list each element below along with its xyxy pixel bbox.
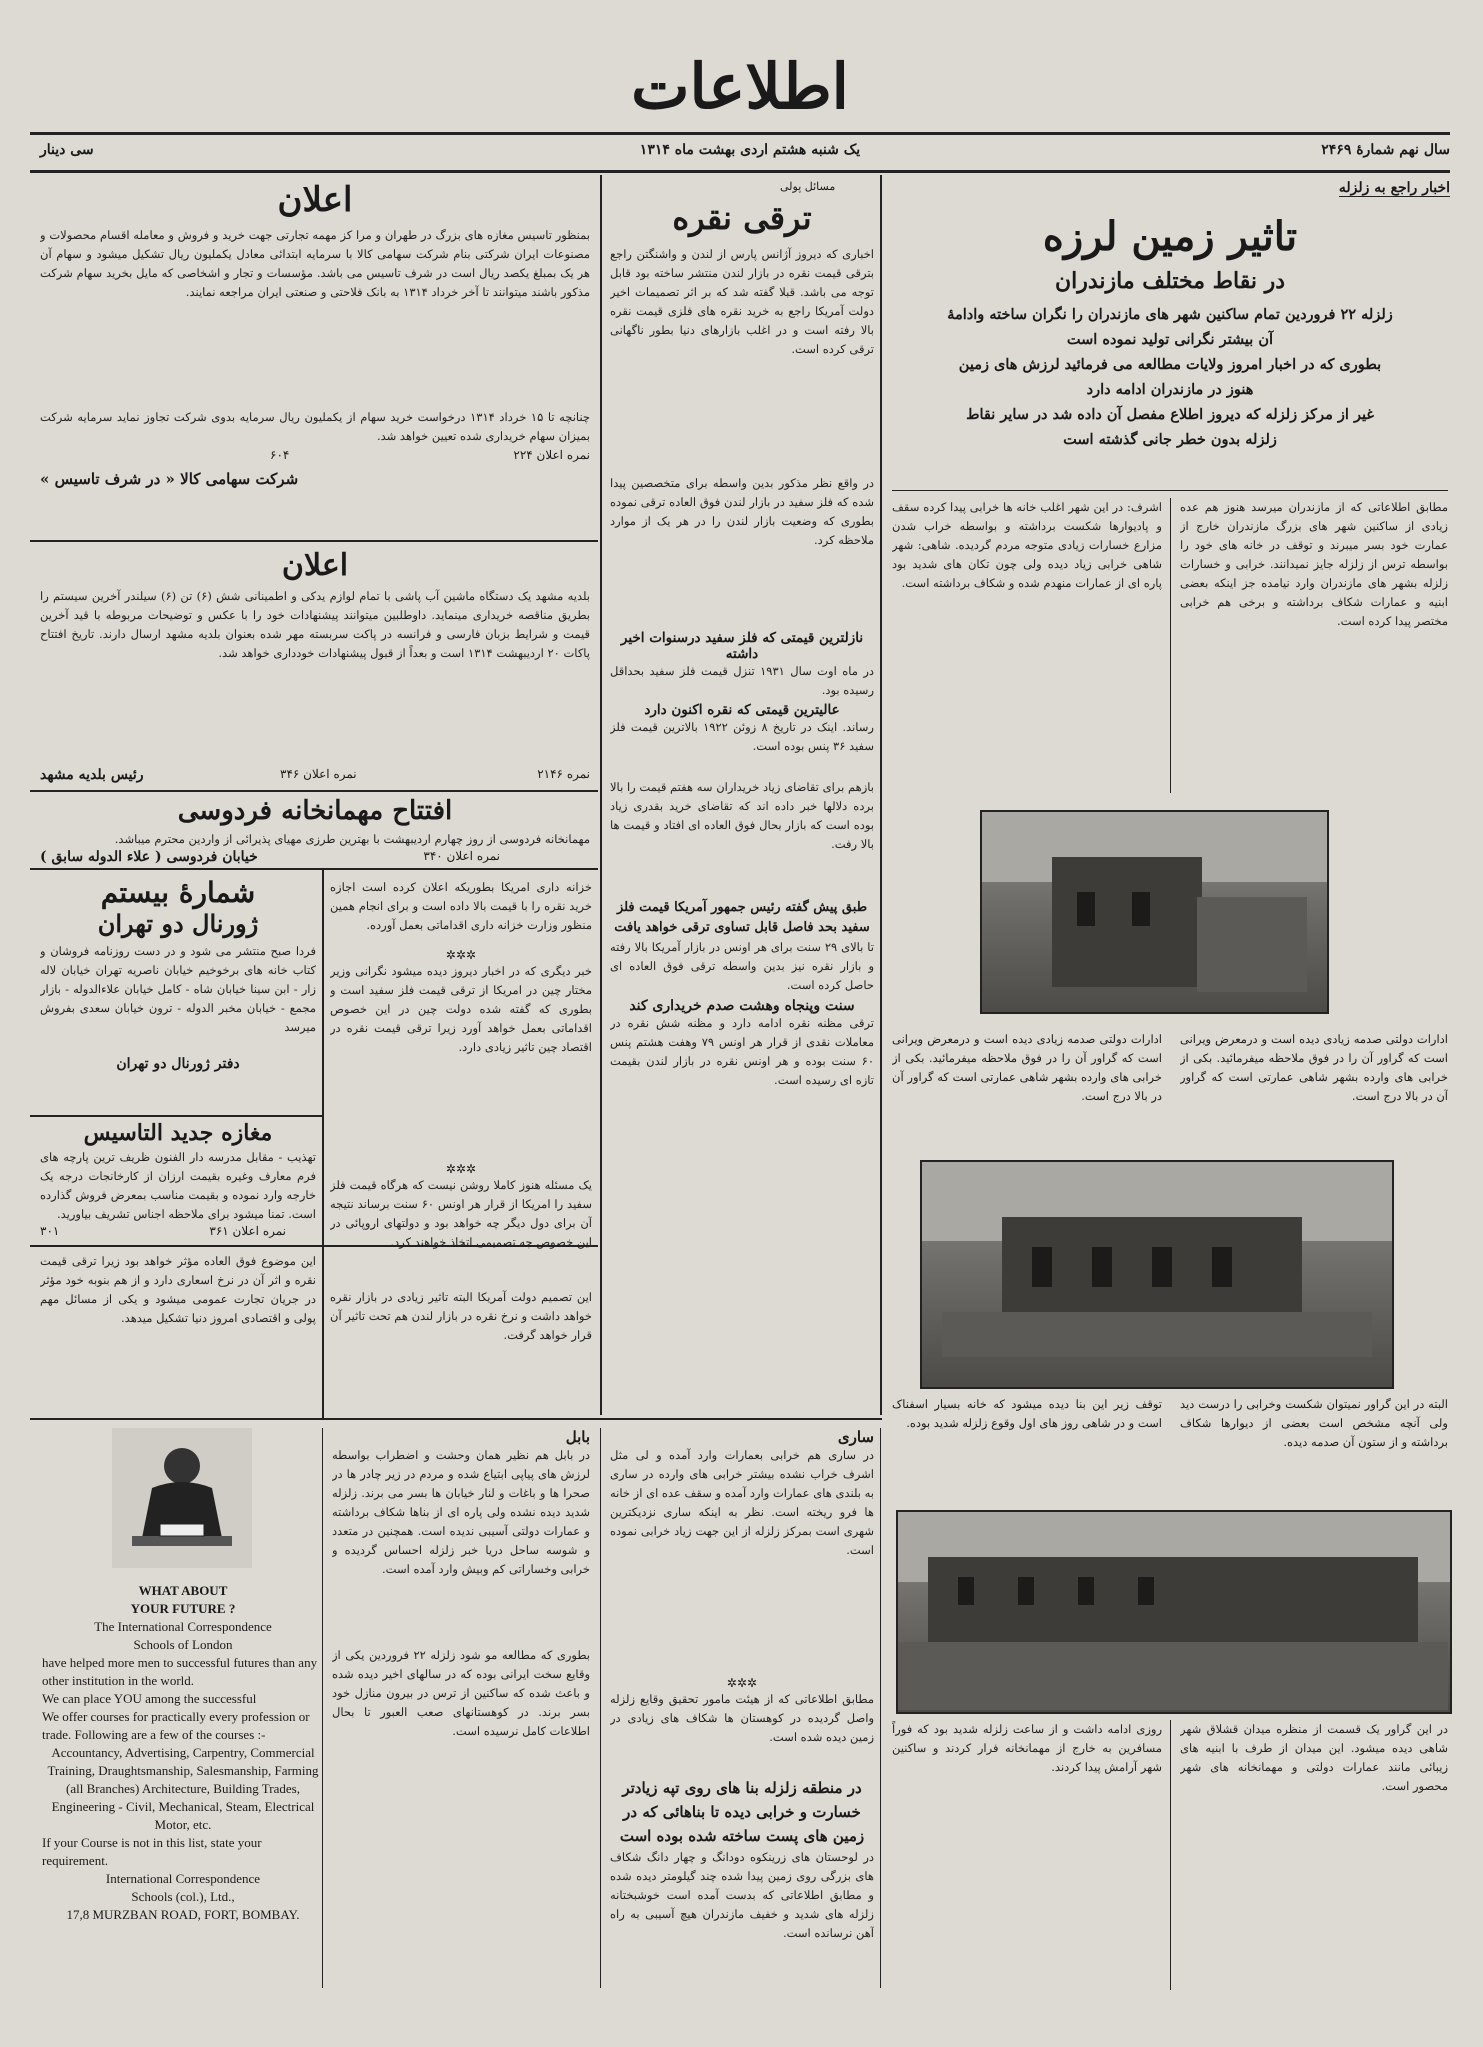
quake-caption-2: توقف زیر این بنا دیده میشود که خانه بسیار اسفناک است و در شاهی روز های اول وقوع زلزله شدید بوده.	[892, 1397, 1162, 1430]
quake-text-mid-right: ادارات دولتی صدمه زیادی دیده است و درمعرض ویرانی است که گراور آن را در فوق ملاحظه میفرمائید. بکی از خرابی های وارده بشهر شاهی عمارتی است که گراور آن در بالا درج است.	[1180, 1032, 1448, 1103]
sari-article	[610, 1428, 874, 2008]
relief-body: در لوحستان های زرینکوه دودانگ و چهار دانگ شکاف های بزرگی روی زمین پیدا شده چند گیلومتر دیده شده و مطابق اطلاعاتی که بدست آمده است خوشبختانه زلزله های شدید و خفیف مازندران هیچ آسیبی به راه آهن نرسانده است.	[610, 1850, 874, 1940]
quake-deck-line: زلزله ۲۲ فروردین تمام ساکنین شهر های مازندران را نگران ساخته وادامهٔ	[947, 306, 1393, 323]
silver-subhead-2: عالیترین قیمتی که نقره اکنون دارد	[644, 702, 840, 718]
silver-cont-2: خبر دیگری که در اخبار دیروز دیده میشود نگرانی وزیر مختار چین در امریکا از ترقی قیمت فلز سفید است و بطوری که گفته شده دولت چین در این خصوص اقداماتی بعمل خواهد آورد زیرا ترقی قیمت نقره در اقتصاد چین تاثیر زیادی دارد.	[330, 964, 592, 1054]
photo-building	[1197, 897, 1307, 992]
column-rule	[880, 1428, 881, 1988]
ad-journal	[40, 876, 316, 1072]
quake-deck-rule	[892, 490, 1448, 491]
ad-rule	[30, 868, 598, 870]
ad-municipality-title: اعلان	[281, 548, 349, 583]
column-rule-1	[880, 175, 882, 1415]
ad-company-body: بمنظور تاسیس مغازه های بزرگ در طهران و مرا کز مهمه تجارتی جهت خرید و فروش و معامله اقسام محصولات و مصنوعات ایران شرکتی بنام شرکت سهامی کالا با سرمایه ابتدائی معادل یکملیون ریال تشکیل میشود و سهام آن هر یک بمبلغ یکصد ریال است در شرف تاسیس می باشد. مؤسسات و تجار و اشخاصی که مایل بخرید سهام شرکت مذکور باشند میتوانند تا آخر خرداد ۱۳۱۴ به بانک فلاحتی و صنعتی ایران مراجعه نمایند.	[40, 228, 590, 299]
sari-title: ساری	[837, 1428, 874, 1446]
ad-municipality-signature: رئیس بلدیه مشهد	[40, 767, 144, 783]
ad-shop-num: نمره اعلان ۳۶۱	[209, 1224, 286, 1238]
ad-rule	[30, 540, 598, 542]
ad-school-body-1: have helped more men to successful futures than any other institution in the world.	[42, 1655, 318, 1688]
lower-rule	[30, 1418, 882, 1420]
ad-municipality-num: نمره ۲۱۴۶	[537, 767, 590, 781]
ad-company	[40, 180, 590, 488]
ad-shop	[40, 1120, 316, 1246]
babol-body: در بابل هم نظیر همان وحشت و اضطراب بواسطه لرزش های پیاپی ابتیاع شده و مردم در زیر چادر ها در صحرا ها و باغات و لنار خیابان ها بسر می برند. زلزله شدید دیده نشده ولی پاره ای از بناها شکاف برداشته و عمارات دولتی آسیبی ندیده است. همچنین در متعدد و شوسه ساحل دریا خبر زلزله احساس گردیده و خرابی وخساراتی کم وبیش وارد آمده است.	[332, 1448, 590, 1576]
silver-body-7: ترقی مظنه نقره ادامه دارد و مظنه شش نقره در معاملات نقدی از قرار هر اونس ۷۹ وهفت هشتم پنس ۶۰ سنت بوده و هر اونس نقره در بازار لندن بقیمت تازه ای رسیده است.	[610, 1016, 874, 1087]
ad-shop-code: ۳۰۱	[40, 1224, 60, 1238]
sari-body: در ساری هم خرابی بعمارات وارد آمده و لی مثل اشرف خراب نشده بیشتر خرابی های وارده در ساری به بلندی های عمارات وارد آمده و سقف عده ای از خانه ها فرو ریخته است. نظر به اینکه ساری نزدیکترین شهری است بمرکز زلزله از این جهت زیاد خرابی نموده است.	[610, 1448, 874, 1557]
issue-price: سی دینار	[40, 142, 94, 158]
quake-deck-line: هنوز در مازندران ادامه دارد	[1086, 381, 1254, 398]
quake-text-mid-left: ادارات دولتی صدمه زیادی دیده است و درمعرض ویرانی است که گراور آن را در فوق ملاحظه میفرمائید. بکی از خرابی های وارده بشهر شاهی عمارتی است که گراور آن در بالا درج است.	[892, 1032, 1162, 1103]
ad-school-footer-1: International Correspondence	[105, 1871, 261, 1886]
silver-subhead-3: طبق پیش گفته رئیس جمهور آمریکا قیمت فلز سفید بحد فاصل قابل تساوی ترقی خواهد یافت	[614, 900, 870, 935]
ad-journal-subtitle: ژورنال دو تهران	[97, 909, 259, 938]
ad-municipality	[40, 548, 590, 789]
quake-text-right: مطابق اطلاعاتی که از مازندران میرسد هنوز هم عده زیادی از ساکنین شهر های بزرگ مازندران خارج از عمارت خود بسر میبرند و توقف در خانه های خود را بواسطه ترس از زلزله جایز نمیدانند. خرابی و خسارات زلزله بشهر های مازندران وارد نیامده جز اینکه بعضی ابنیه و عمارات شکاف برداشته و برخی هم خرابی مختصر پیدا کرده است.	[1180, 500, 1448, 628]
babol-body-2: بطوری که مطالعه مو شود زلزله ۲۲ فروردین یکی از وقایع سخت ایرانی بوده که در سالهای اخیر دیده شده و باعث شده که ساکنین از ترس در بیرون منازل خود بسر برند. در کوهستانهای صعب العبور تا بحال اطلاعات کامل نرسیده است.	[332, 1648, 590, 1738]
photo-window	[1152, 1247, 1172, 1287]
silver-continuation	[330, 878, 592, 1378]
photo-window	[1212, 1247, 1232, 1287]
silver-article	[610, 180, 874, 1194]
ad-school	[42, 1428, 324, 1924]
issue-date: یک شنبه هشتم اردی بهشت ماه ۱۳۱۴	[639, 142, 861, 158]
ad-school-footer-3: 17,8 MURZBAN ROAD, FORT, BOMBAY.	[66, 1907, 300, 1922]
ad-hotel-title: افتتاح مهمانخانه فردوسی	[177, 796, 453, 826]
ad-school-illustration	[42, 1428, 324, 1578]
photo-window	[1077, 892, 1095, 926]
quake-deck	[890, 302, 1450, 452]
photo-square	[898, 1642, 1448, 1710]
ad-school-body-4: If your Course is not in this list, state your requirement.	[42, 1835, 262, 1868]
silver-cont-3: یک مسئله هنوز کاملا روشن نیست که هرگاه قیمت فلز سفید را امریکا از قرار هر اونس ۶۰ سنت برساند نتیجه آن برای دول دیگر چه خواهد بود و دولتهای اروپائی در این خصوص چه تصمیمی اتخاذ خواهند کرد.	[330, 1178, 592, 1249]
dateline-rule	[30, 170, 1450, 173]
quake-deck-line: زلزله بدون خطر جانی گذشته است	[1063, 431, 1277, 448]
relief-heading: در منطقه زلزله بنا های روی تپه زیادتر خسارت و خرابی دیده تا بناهائی که در زمین های پست ساخته شده بوده است	[619, 1779, 865, 1845]
photo-window	[1078, 1577, 1094, 1605]
quake-text-left: اشرف: در این شهر اغلب خانه ها خرابی پیدا کرده سقف و پادیوارها شکست برداشته و بواسطه خراب شدن مزارع خسارات زیادی متوجه مردم گردیده. شاهی: شهر شاهی خرابی زیاد دیده ولی چون تکان های شدید بود پاره ای از عمارات منهدم شده و شکاف برداشته است.	[892, 500, 1162, 590]
ad-company-code: ۶۰۴	[270, 448, 290, 462]
silver-subhead-4: سنت وپنجاه وهشت صدم خریداری کند	[629, 998, 855, 1014]
ad-school-body-3: We offer courses for practically every profession or trade. Following are a few of the courses :-	[42, 1709, 310, 1742]
separator-stars: ✲✲✲	[445, 948, 477, 962]
silver-note: این موضوع فوق العاده مؤثر خواهد بود زیرا ترقی قیمت نقره و اثر آن در نرخ اسعاری دارد و از هم بنوبه خود مؤثر در جریان تجارت عمومی میشود و یکی از مسائل مهم پولی و اقتصادی امروز دنیا تشکیل میدهد.	[40, 1254, 316, 1325]
column-rule	[322, 1428, 323, 1988]
ad-hotel	[40, 796, 590, 871]
quake-deck-line: آن بیشتر نگرانی تولید نموده است	[1066, 331, 1274, 348]
quake-caption-1: البته در این گراور نمیتوان شکست وخرابی را درست دید ولی آنچه مشخص است بعضی از دیوارها شکاف برداشته و از ستون آن صدمه دیده.	[1180, 1397, 1448, 1449]
photo-building	[1052, 857, 1202, 987]
babol-title: بابل	[565, 1428, 590, 1446]
photo-building	[928, 1557, 1418, 1642]
ad-journal-office: دفتر ژورنال دو تهران	[116, 1056, 240, 1072]
sari-body-2: مطابق اطلاعاتی که از هیئت مامور تحقیق وقایع زلزله واصل گردیده در کوهستان ها شکاف های زیادی در زمین دیده شده است.	[610, 1692, 874, 1744]
silver-body-6: تا بالای ۲۹ سنت برای هر اونس در بازار آمریکا بالا رفته و بازار نقره نیز بدین واسطه ترقی فوق العاده ای حاصل کرده است.	[610, 940, 874, 992]
ad-company-signature: شرکت سهامی کالا « در شرف تاسیس »	[40, 470, 299, 488]
ad-hotel-num: نمره اعلان ۳۴۰	[423, 849, 500, 863]
photo-window	[1018, 1577, 1034, 1605]
photo-window	[1132, 892, 1150, 926]
silver-subhead-1: نازلترین قیمتی که فلز سفید درسنوات اخیر داشته	[620, 630, 864, 662]
ad-school-footer-2: Schools (col.), Ltd.,	[131, 1889, 235, 1904]
ad-school-name-1: The International Correspondence	[94, 1619, 272, 1634]
quake-col-rule	[1170, 498, 1171, 793]
photo-window	[1032, 1247, 1052, 1287]
silver-cont-1: خزانه داری امریکا بطوریکه اعلان کرده است اجازه خرید نقره را با قیمت بالا داده است و برای انجام همین منظور وزارت خزانه داری اقداماتی بعمل آورده.	[330, 880, 592, 932]
quake-col-rule	[1170, 1720, 1171, 1990]
ad-journal-body: فردا صبح منتشر می شود و در دست روزنامه فروشان و کتاب خانه های برخوخیم خیابان ناصریه تهران خیابان لاله زار - ابن سینا خیابان شاه - کامل خیابان علاءالدوله - بازار مجمع - خیابان مخبر الدوله - ترون خیابان سعدی بفروش میرسد	[40, 944, 316, 1034]
quake-text-bottom-right: در این گراور یک قسمت از منظره میدان قشلاق شهر شاهی دیده میشود. این میدان از طرف با ابنیه های زیبائی مانند عمارات دولتی و مهمانخانه های شهر محصور است.	[1180, 1722, 1448, 1793]
column-rule-3	[322, 870, 324, 1420]
ad-school-name-2: Schools of London	[133, 1637, 233, 1652]
quake-title: تاثیر زمین لرزه	[1042, 213, 1298, 260]
ad-journal-title: شمارهٔ بیستم	[100, 876, 256, 909]
ad-hotel-body: مهمانخانه فردوسی از روز چهارم اردیبهشت با بهترین طرزی مهیای پذیرائی از واردین محترم میباشد.	[114, 832, 590, 846]
man-at-desk-icon	[112, 1428, 252, 1568]
ad-hotel-address: خیابان فردوسی ( علاء الدوله سابق )	[40, 849, 258, 865]
ad-municipality-num2: نمره اعلان ۳۴۶	[280, 767, 357, 781]
quake-photo-2	[920, 1160, 1394, 1389]
ad-shop-title: مغازه جدید التاسیس	[83, 1120, 273, 1146]
ad-rule	[30, 1115, 322, 1117]
quake-article	[890, 180, 1450, 452]
ad-school-body-2: We can place YOU among the successful	[42, 1691, 257, 1706]
photo-window	[1092, 1247, 1112, 1287]
ad-school-title: WHAT ABOUT	[138, 1583, 228, 1598]
ad-rule	[30, 790, 598, 792]
quake-photo-3	[896, 1510, 1452, 1714]
babol-article	[332, 1428, 590, 1986]
ad-company-note: چنانچه تا ۱۵ خرداد ۱۳۱۴ درخواست خرید سهام از یکملیون ریال سرمایه بدوی شرکت تجاوز نماید سرمایه شرکت بمیزان سهام خریداری شده تعیین خواهد شد.	[40, 410, 590, 443]
photo-window	[958, 1577, 974, 1605]
photo-fence	[942, 1312, 1372, 1357]
column-rule	[600, 1428, 601, 1988]
silver-body-2: در واقع نظر مذکور بدین واسطه برای متخصصین پیدا شده که فلز سفید در بازار لندن فوق العاده ترقی نموده بطوری که وضعیت بازار لندن را در هر یک از موارد ملاحظه کرد.	[610, 476, 874, 547]
silver-body-4: رساند. اینک در تاریخ ۸ زوئن ۱۹۲۲ بالاترین قیمت فلز سفید ۳۶ پنس بوده است.	[610, 720, 874, 753]
masthead-rule	[30, 132, 1450, 135]
quake-subtitle: در نقاط مختلف مازندران	[1054, 268, 1286, 294]
ad-school-subtitle: YOUR FUTURE ?	[130, 1601, 236, 1616]
quake-deck-line: بطوری که در اخبار امروز ولایات مطالعه می فرمائید لرزش های زمین	[958, 356, 1382, 373]
quake-photo-1	[980, 810, 1329, 1014]
issue-number: سال نهم شمارهٔ ۲۴۶۹	[1321, 142, 1450, 158]
quake-kicker: اخبار راجع به زلزله	[1338, 180, 1450, 196]
masthead-title: اطلاعات	[631, 50, 849, 123]
ad-school-courses: Accountancy, Advertising, Carpentry, Commercial Training, Draughtsmanship, Salesmanship, Farming (all Branches) Architecture, Building Trades, Engineering - Civil, Mechanical, Steam, Electrical Motor, etc.	[47, 1745, 319, 1832]
photo-window	[1138, 1577, 1154, 1605]
ad-company-num: نمره اعلان ۲۲۴	[513, 448, 590, 462]
silver-body-5: بازهم برای تقاضای زیاد خریداران سه هفتم قیمت را بالا برده دلالها خبر داده اند که تقاضای خرید بقدری زیاد بوده است که بازار بحال فوق العاده ای افتاد و قیمت ها بالا رفت.	[610, 780, 874, 851]
separator-stars: ✲✲✲	[445, 1162, 477, 1176]
silver-cont-4: این تصمیم دولت آمریکا البته تاثیر زیادی در بازار نقره خواهد داشت و نرخ نقره در بازار لندن هم تحت تاثیر آن قرار خواهد گرفت.	[330, 1290, 592, 1342]
quake-text-bottom-left: روزی ادامه داشت و از ساعت زلزله شدید بود که فوراً مسافرین به خارج از مهمانخانه فرار کردند و ساکنین شهر آرامش پیدا کردند.	[892, 1722, 1162, 1774]
silver-kicker: مسائل پولی	[780, 180, 836, 193]
ad-shop-body: تهذیب - مقابل مدرسه دار الفنون ظریف ترین پارچه های فرم معارف وغیره بقیمت ارزان از کارخانجات درجه یک خارجه وارد نموده و بقیمت مناسب بمعرض فروش گذارده است. تمنا میشود برای ملاحظه اجناس تشریف بیاورید.	[40, 1150, 316, 1221]
silver-title: ترقی نقره	[672, 199, 812, 237]
quake-deck-line: غیر از مرکز زلزله که دیروز اطلاع مفصل آن داده شد در سایر نقاط	[966, 406, 1374, 423]
column-rule-2	[600, 175, 602, 1415]
ad-company-title: اعلان	[277, 180, 353, 220]
ad-municipality-body: بلدیه مشهد یک دستگاه ماشین آب پاشی با تمام لوازم یدکی و اطمینانی شش (۶) تن (۶) سیلندر آخرین سیستم را بطریق مناقصه خریداری مینماید. داوطلبین میتوانند پیشنهادات خود را با عکس و توضیحات مربوطه با قید آخرین قیمت و شرایط بزبان فارسی و فرانسه در پاکت سربسته مهر شده بعنوان بلدیه مشهد ارسال دارند. تاریخ افتتاح پاکات ۲۰ اردیبهشت ۱۳۱۴ است و بعداً از قبول پیشنهادات خودداری خواهد شد.	[40, 589, 590, 660]
separator-stars: ✲✲✲	[726, 1676, 758, 1690]
silver-body-3: در ماه اوت سال ۱۹۳۱ تنزل قیمت فلز سفید بحداقل رسیده بود.	[610, 664, 874, 697]
silver-body-1: اخباری که دیروز آژانس پارس از لندن و واشنگتن راجع بترقی قیمت نقره در بازار لندن منتشر ساخته بود قابل توجه می باشد. قبلا گفته شد که بر اثر تصمیمات اخیر دولت آمریکا راجع به خرید نقره های فلزی قیمت نقره بالا رفته است و در اغلب بازارهای دنیا بطور ناگهانی ترقی کرده است.	[610, 247, 874, 356]
